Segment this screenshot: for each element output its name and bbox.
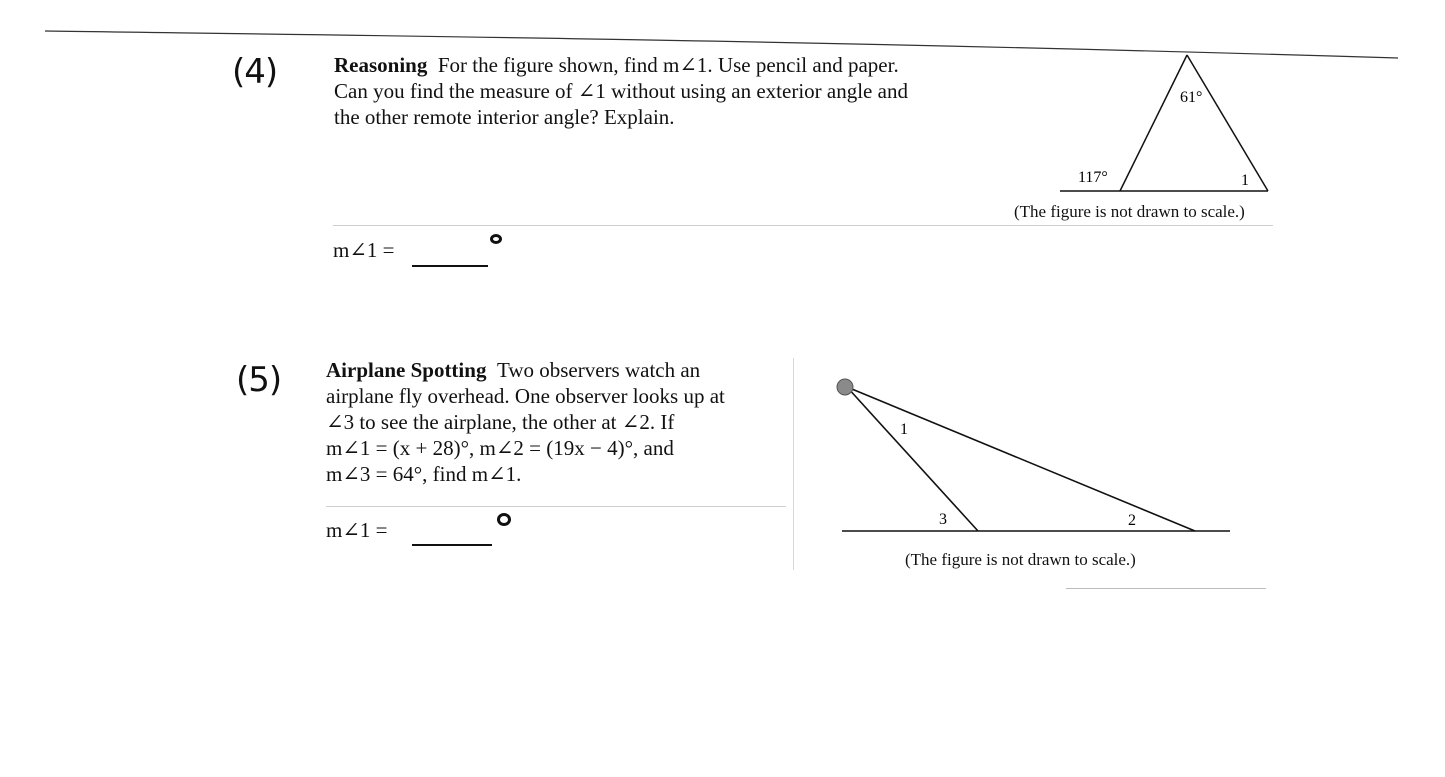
divider-15 — [326, 506, 786, 507]
problem-15-line4: m∠1 = (x + 28)°, m∠2 = (19x − 4)°, and — [326, 436, 674, 460]
problem-15-line3: ∠3 to see the airplane, the other at ∠2. If — [326, 410, 675, 434]
problem-14-line3: the other remote interior angle? Explain. — [334, 105, 675, 129]
problem-15-line2: airplane fly overhead. One observer looks up at — [326, 384, 725, 408]
problem-14-line1: For the figure shown, find m∠1. Use pencil and paper. — [437, 53, 899, 77]
sight-line-3 — [847, 387, 978, 531]
problem-14-answer-blank[interactable] — [412, 265, 488, 267]
problem-15-answer-label: m∠1 = — [326, 518, 388, 542]
angle-label-1: 1 — [900, 421, 908, 438]
problem-14-answer-label: m∠1 = — [333, 238, 395, 262]
problem-15-line1: Two observers watch an — [496, 358, 701, 382]
problem-14-text — [334, 52, 1014, 130]
figure-15-caption: (The figure is not drawn to scale.) — [905, 550, 1136, 569]
divider-14 — [333, 225, 1273, 226]
angle-label-3: 3 — [939, 511, 947, 528]
sight-line-2 — [847, 387, 1195, 531]
degree-mark-15 — [497, 513, 511, 526]
angle-label-left: 117° — [1078, 169, 1108, 186]
figure-14-caption: (The figure is not drawn to scale.) — [1014, 202, 1245, 221]
angle-label-top: 61° — [1180, 89, 1203, 106]
problem-15-number: (5) — [236, 360, 282, 400]
problem-15-answer-blank[interactable] — [412, 544, 492, 546]
problem-14-number: (4) — [232, 52, 278, 92]
triangle-right-side — [1187, 55, 1268, 191]
degree-mark-14 — [490, 234, 502, 244]
triangle-figure-14 — [1050, 50, 1290, 200]
problem-14-title: Reasoning — [334, 53, 428, 77]
problem-15-title: Airplane Spotting — [326, 358, 487, 382]
vertical-divider-15 — [793, 358, 794, 570]
angle-label-2: 2 — [1128, 512, 1136, 529]
angle-label-1: 1 — [1241, 172, 1249, 189]
airplane-figure-15 — [830, 370, 1240, 545]
problem-15-text — [326, 357, 796, 487]
problem-15-line5: m∠3 = 64°, find m∠1. — [326, 462, 522, 486]
airplane-dot — [837, 379, 853, 395]
faint-rule — [1066, 588, 1266, 589]
problem-14-line2: Can you find the measure of ∠1 without using an exterior angle and — [334, 79, 908, 103]
triangle-left-side — [1120, 55, 1187, 191]
